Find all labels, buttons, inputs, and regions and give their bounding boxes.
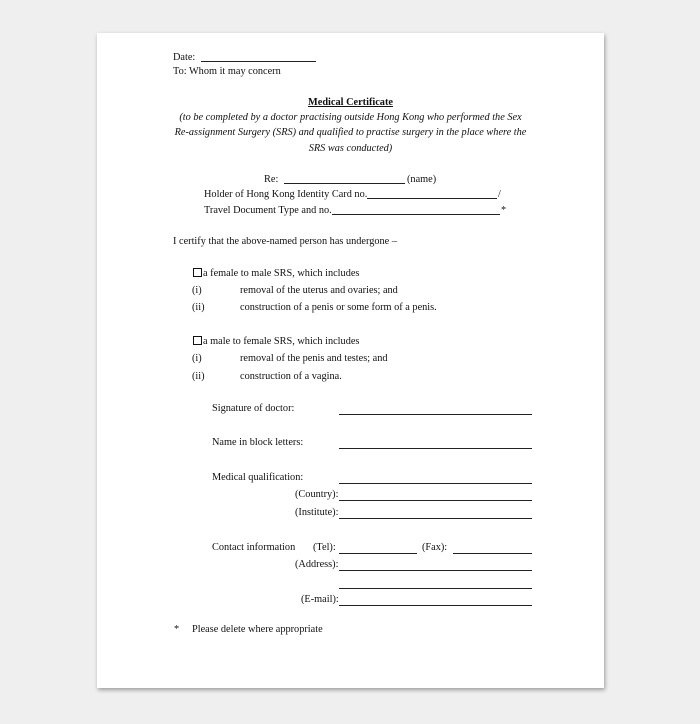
- tel-label: (Tel):: [313, 542, 336, 553]
- mtf-item-1-text: removal of the penis and testes; and: [240, 353, 388, 364]
- footnote-text: Please delete where appropriate: [192, 624, 323, 635]
- qualification-label: Medical qualification:: [212, 472, 304, 483]
- certify-text: I certify that the above-named person has undergone –: [173, 236, 397, 247]
- hkid-field[interactable]: [367, 198, 497, 199]
- travel-doc-suffix: *: [501, 205, 507, 216]
- female-to-male-checkbox[interactable]: [193, 268, 202, 277]
- mtf-item-2-num: (ii): [192, 371, 205, 382]
- email-field[interactable]: [339, 605, 532, 606]
- male-to-female-checkbox[interactable]: [193, 336, 202, 345]
- ftm-item-1-text: removal of the uterus and ovaries; and: [240, 285, 398, 296]
- signature-label: Signature of doctor:: [212, 403, 295, 414]
- hkid-suffix: /: [498, 189, 501, 200]
- name-suffix: (name): [407, 174, 437, 185]
- travel-doc-label: Travel Document Type and no.: [204, 205, 332, 216]
- female-to-male-label: a female to male SRS, which includes: [203, 268, 360, 279]
- male-to-female-label: a male to female SRS, which includes: [203, 336, 360, 347]
- contact-label: Contact information: [212, 542, 296, 553]
- fax-field[interactable]: [453, 553, 532, 554]
- address-label: (Address):: [295, 559, 339, 570]
- qualification-field[interactable]: [339, 483, 532, 484]
- country-field[interactable]: [339, 500, 532, 501]
- fax-label: (Fax):: [422, 542, 448, 553]
- date-label: Date:: [173, 52, 196, 63]
- subtitle-line-2: Re-assignment Surgery (SRS) and qualified to practise surgery in the place where the: [174, 127, 527, 138]
- address-field-line-1[interactable]: [339, 570, 532, 571]
- block-name-field[interactable]: [339, 448, 532, 449]
- subtitle-line-1: (to be completed by a doctor practising outside Hong Kong who performed the Sex: [179, 112, 522, 123]
- hkid-label: Holder of Hong Kong Identity Card no.: [204, 189, 368, 200]
- mtf-item-2-text: construction of a vagina.: [240, 371, 342, 382]
- ftm-item-2-text: construction of a penis or some form of a penis.: [240, 302, 437, 313]
- institute-label: (Institute):: [295, 507, 339, 518]
- address-field-line-2[interactable]: [339, 588, 532, 589]
- country-label: (Country):: [295, 489, 339, 500]
- subtitle-line-3: SRS was conducted): [308, 143, 393, 154]
- institute-field[interactable]: [339, 518, 532, 519]
- document-title: Medical Certificate: [308, 97, 393, 108]
- tel-field[interactable]: [339, 553, 417, 554]
- re-label: Re:: [264, 174, 279, 185]
- footnote-mark: *: [174, 624, 180, 635]
- mtf-item-1-num: (i): [192, 353, 202, 364]
- to-line: To: Whom it may concern: [173, 66, 281, 77]
- email-label: (E-mail):: [301, 594, 339, 605]
- name-field[interactable]: [284, 183, 405, 184]
- ftm-item-2-num: (ii): [192, 302, 205, 313]
- certificate-page: [97, 33, 604, 688]
- travel-doc-field[interactable]: [332, 214, 500, 215]
- signature-field[interactable]: [339, 414, 532, 415]
- block-name-label: Name in block letters:: [212, 437, 304, 448]
- ftm-item-1-num: (i): [192, 285, 202, 296]
- date-field[interactable]: [201, 61, 316, 62]
